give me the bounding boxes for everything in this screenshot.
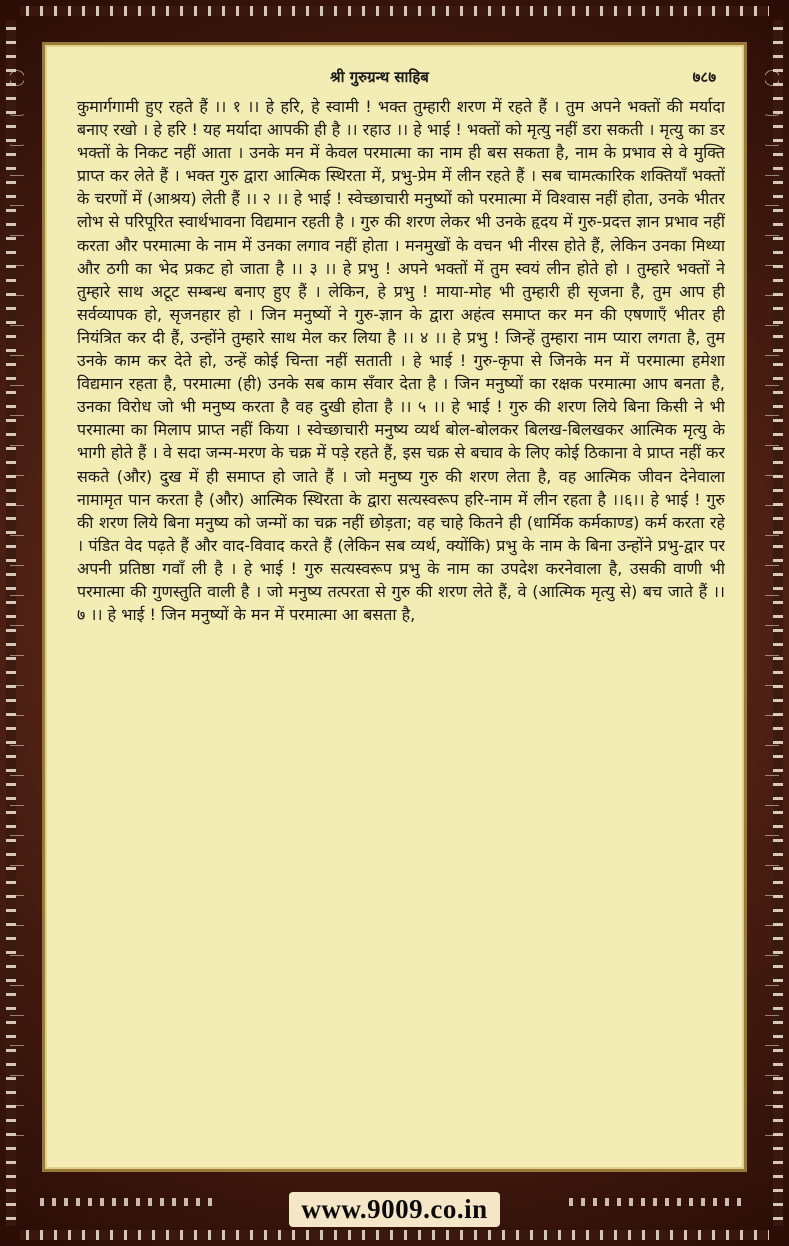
page-header <box>45 67 744 95</box>
top-border-ornament <box>20 6 769 16</box>
footer-dots-left <box>40 1198 220 1206</box>
page-footer <box>0 1172 789 1246</box>
left-scroll-ornament <box>10 48 24 1136</box>
right-scroll-ornament <box>765 48 779 1136</box>
scripture-page <box>42 42 747 1172</box>
page-number: ७८७ <box>692 68 716 86</box>
website-link[interactable]: www.9009.co.in <box>289 1192 499 1227</box>
footer-dots-right <box>569 1198 749 1206</box>
page-title: श्री गुरुग्रन्थ साहिब <box>330 68 429 86</box>
translation-text <box>77 95 725 1155</box>
translation-paragraph: कुमार्गगामी हुए रहते हैं ।। १ ।। हे हरि, हे स्वामी ! भक्त तुम्हारी शरण में रहते हैं । तुम अपने भक्तों की मर्यादा बनाए रखो । हे हरि ! यह मर्यादा आपकी ही है ।। रहाउ ।। हे भाई ! भक्तों को मृत्यु नहीं डरा सकती । मृत्यु का डर भक्तों के निकट नहीं आता । उनके मन में केवल परमात्मा का नाम ही बस सकता है, नाम के प्रभाव से वे मुक्ति प्राप्त कर लेते हैं । भक्त गुरु द्वारा आत्मिक स्थिरता में, प्रभु-प्रेम में लीन रहते हैं । सब चामत्कारिक शक्तियाँ भक्तों के चरणों में (आश्रय) लेती हैं ।। २ ।। हे भाई ! स्वेच्छाचारी मनुष्यों को परमात्मा में विश्वास नहीं होता, उनके भीतर लोभ से परिपूरित स्वार्थभावना विद्यमान रहती है । गुरु की शरण लेकर भी उनके हृदय में गुरु-प्रदत्त ज्ञान प्रभाव नहीं करता और परमात्मा के नाम में उनका लगाव नहीं होता । मनमुखों के वचन भी नीरस होते हैं, लेकिन उनका मिथ्या और ठगी का भेद प्रकट हो जाता है ।। ३ ।। हे प्रभु ! अपने भक्तों में तुम स्वयं लीन होते हो । तुम्हारे भक्तों ने तुम्हारे साथ अटूट सम्बन्ध बनाए हुए हैं । लेकिन, हे प्रभु ! माया-मोह भी तुम्हारी ही सृजना है, तुम आप ही सर्वव्यापक हो, सृजनहार हो । जिन मनुष्यों ने गुरु-ज्ञान के द्वारा अहंत्व समाप्त कर मन की एषणाएँ भीतर ही नियंत्रित कर दी हैं, उन्होंने तुम्हारे साथ मेल कर लिया है ।। ४ ।। हे प्रभु ! जिन्हें तुम्हारा नाम प्यारा लगता है, तुम उनके काम कर देते हो, उन्हें कोई चिन्ता नहीं सताती । हे भाई ! गुरु-कृपा से जिनके मन में परमात्मा हमेशा विद्यमान रहता है, परमात्मा (ही) उनके सब काम सँवार देता है । जिन मनुष्यों का रक्षक परमात्मा आप बनता है, उनका विरोध जो भी मनुष्य करता है वह दुखी होता है ।। ५ ।। हे भाई ! गुरु की शरण लिये बिना किसी ने भी परमात्मा का मिलाप प्राप्त नहीं किया । स्वेच्छाचारी मनुष्य व्यर्थ बोल-बोलकर बिलख-बिलखकर आत्मिक मृत्यु के भागी होते हैं । वे सदा जन्म-मरण के चक्र में पड़े रहते हैं, इस चक्र से बचाव के लिए कोई ठिकाना वे प्राप्त नहीं कर सकते (और) दुख में ही समाप्त हो जाते हैं । जो मनुष्य गुरु की शरण लेता है, वह आत्मिक जीवन देनेवाला नामामृत पान करता है (और) आत्मिक स्थिरता के द्वारा सत्यस्वरूप हरि-नाम में लीन रहता है ।।६।। हे भाई ! गुरु की शरण लिये बिना मनुष्य को जन्मों का चक्र नहीं छोड़ता; वह चाहे कितने ही (धार्मिक कर्मकाण्ड) कर्म करता रहे । पंडित वेद पढ़ते हैं और वाद-विवाद करते हैं (लेकिन सब व्यर्थ, क्योंकि) प्रभु के नाम के बिना उन्होंने प्रभु-द्वार पर अपनी प्रतिष्ठा गवाँ ली है । हे भाई ! गुरु सत्यस्वरूप प्रभु के नाम का उपदेश करनेवाला है, उसकी वाणी भी परमात्मा की गुणस्तुति वाली है । जो मनुष्य तत्परता से गुरु की शरण लेते हैं, वे (आत्मिक मृत्यु से) बच जाते हैं ।। ७ ।। हे भाई ! जिन मनुष्यों के मन में परमात्मा आ बसता है, <box>77 97 725 625</box>
